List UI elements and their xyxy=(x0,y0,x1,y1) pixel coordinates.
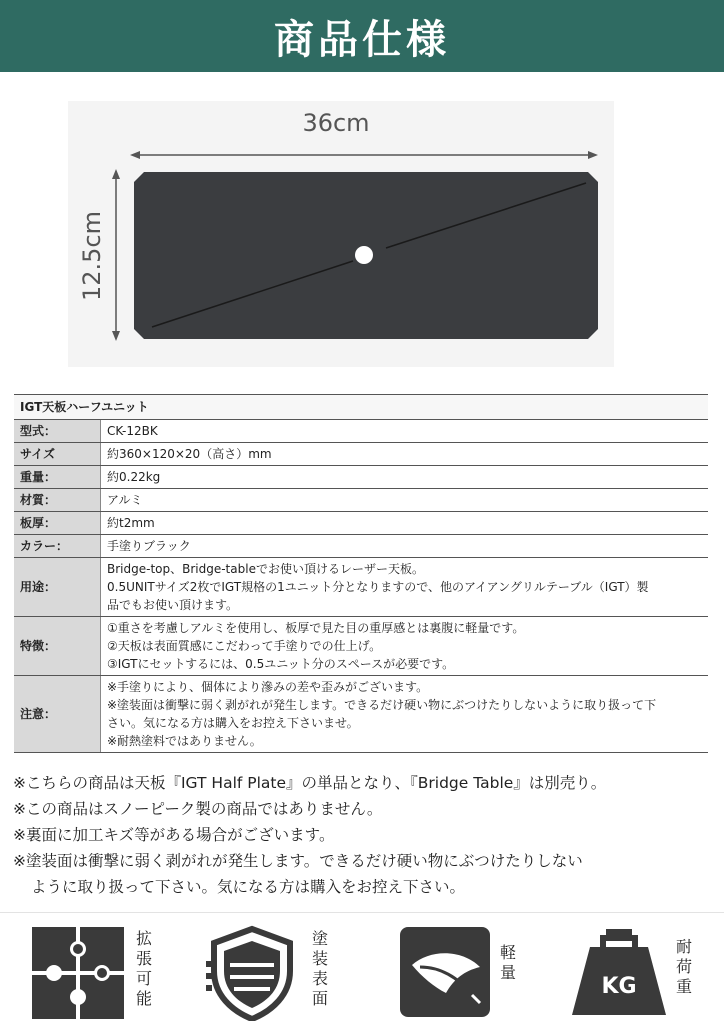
width-arrow-left xyxy=(130,151,140,159)
spec-caption: IGT天板ハーフユニット xyxy=(14,395,708,420)
spec-value-line: ※耐熱塗料ではありません。 xyxy=(107,734,262,748)
spec-value-line: 約360×120×20（高さ）mm xyxy=(107,447,272,461)
spec-row xyxy=(14,512,708,535)
spec-row xyxy=(14,617,708,676)
spec-value xyxy=(101,443,709,466)
spec-label: 型式： xyxy=(14,420,101,443)
spec-caption-row xyxy=(14,395,708,420)
feature-load-capacity xyxy=(566,913,716,1025)
spec-value xyxy=(101,420,709,443)
weight-badge-text: KG xyxy=(601,974,637,999)
spec-value xyxy=(101,617,709,676)
product-figure xyxy=(68,101,614,367)
feature-coated-surface xyxy=(206,913,366,1025)
feather-icon xyxy=(400,927,490,1017)
note-line: ※この商品はスノーピーク製の商品ではありません。 xyxy=(13,800,383,818)
spec-table xyxy=(14,394,708,753)
spec-value-line: ①重さを考慮しアルミを使用し、板厚で見た目の重厚感とは裏腹に軽量です。 xyxy=(107,621,525,635)
spec-value-line: 約0.22kg xyxy=(107,470,161,484)
spec-value-line: Bridge-top、Bridge-tableでお使い頂けるレーザー天板。 xyxy=(107,562,424,576)
shield-icon xyxy=(206,925,298,1021)
spec-label: カラー： xyxy=(14,535,101,558)
spec-value-line: ②天板は表面質感にこだわって手塗りでの仕上げ。 xyxy=(107,639,382,653)
spec-value xyxy=(101,558,709,617)
feature-label-load-capacity: 耐 荷 重 xyxy=(675,937,692,996)
puzzle-icon xyxy=(32,927,124,1019)
feature-lightweight xyxy=(400,913,540,1025)
notes-block xyxy=(13,770,713,900)
note-line: ※裏面に加工キズ等がある場合がございます。 xyxy=(13,826,335,844)
spec-value-line: ※手塗りにより、個体により滲みの差や歪みがございます。 xyxy=(107,680,429,694)
spec-value xyxy=(101,512,709,535)
spec-value-line: アルミ xyxy=(107,493,143,507)
product-diagram xyxy=(68,101,614,367)
spec-value-line: さい。気になる方は購入をお控え下さいませ。 xyxy=(107,716,359,730)
spec-row xyxy=(14,676,708,753)
height-arrow-top xyxy=(112,169,120,179)
width-arrow-right xyxy=(588,151,598,159)
spec-label: 注意： xyxy=(14,676,101,753)
feature-expandable xyxy=(30,913,190,1025)
weight-icon xyxy=(570,925,668,1017)
feature-label-expandable: 拡 張 可 能 xyxy=(135,929,152,1008)
spec-row xyxy=(14,420,708,443)
height-label: 12.5cm xyxy=(78,210,106,302)
spec-value-line: ※塗装面は衝撃に弱く剥がれが発生します。できるだけ硬い物にぶつけたりしないように取り扱って下 xyxy=(107,698,657,712)
feature-band xyxy=(0,912,724,1025)
spec-row xyxy=(14,535,708,558)
spec-value xyxy=(101,676,709,753)
spec-label: 重量： xyxy=(14,466,101,489)
spec-label: サイズ xyxy=(14,443,101,466)
spec-label: 材質： xyxy=(14,489,101,512)
center-hole xyxy=(355,246,373,264)
spec-value xyxy=(101,489,709,512)
page-title: 商品仕様 xyxy=(274,16,450,63)
note-line: ※塗装面は衝撃に弱く剥がれが発生します。できるだけ硬い物にぶつけたりしない xyxy=(13,852,583,870)
spec-row xyxy=(14,489,708,512)
spec-value-line: CK-12BK xyxy=(107,424,158,438)
width-label: 36cm xyxy=(302,109,370,137)
spec-value-line: 手塗りブラック xyxy=(107,539,191,553)
spec-label: 用途： xyxy=(14,558,101,617)
spec-row xyxy=(14,558,708,617)
spec-value xyxy=(101,535,709,558)
header-banner xyxy=(0,0,724,72)
spec-label: 板厚： xyxy=(14,512,101,535)
spec-row xyxy=(14,443,708,466)
feature-label-coated-surface: 塗 装 表 面 xyxy=(311,929,328,1008)
note-line: ※こちらの商品は天板『IGT Half Plate』の単品となり、『Bridge Table』は別売り。 xyxy=(13,774,607,792)
spec-value-line: 約t2mm xyxy=(107,516,155,530)
spec-row xyxy=(14,466,708,489)
height-arrow-bottom xyxy=(112,331,120,341)
spec-value xyxy=(101,466,709,489)
spec-value-line: 品でもお使い頂けます。 xyxy=(107,598,239,612)
spec-label: 特徴： xyxy=(14,617,101,676)
spec-value-line: ③IGTにセットするには、0.5ユニット分のスペースが必要です。 xyxy=(107,657,455,671)
note-line: ように取り扱って下さい。気になる方は購入をお控え下さい。 xyxy=(31,878,466,896)
spec-value-line: 0.5UNITサイズ2枚でIGT規格の1ユニット分となりますので、他のアイアングリルテーブル（IGT）製 xyxy=(107,580,649,594)
feature-label-lightweight: 軽 量 xyxy=(499,943,516,982)
